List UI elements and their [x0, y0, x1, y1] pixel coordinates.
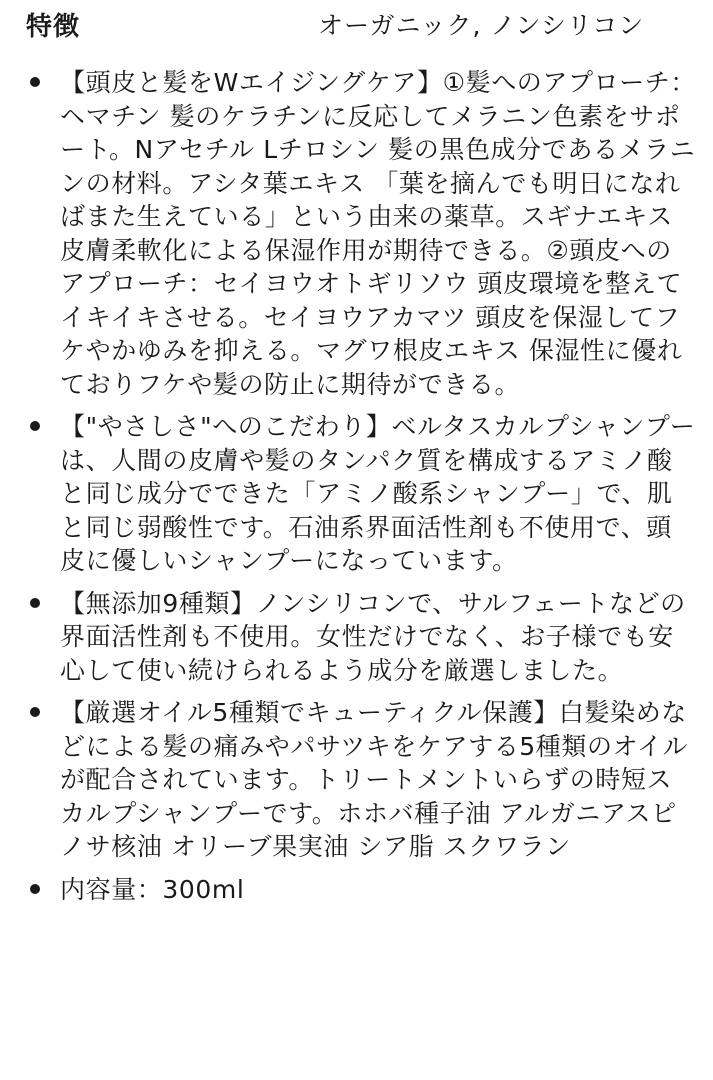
feature-item: [0, 873, 713, 907]
feature-item: [0, 66, 713, 401]
feature-text: 【厳選オイル5種類でキューティクル保護】白髪染めなどによる髪の痛みやパサツキをケアする5種類のオイルが配合されています。トリートメントいらずの時短スカルプシャンプーです。ホホバ種子油 アルガニアスピノサ核油 オリーブ果実油 シア脂 スクワラン: [60, 698, 689, 861]
bullet-icon: [30, 598, 40, 608]
feature-list: [0, 66, 713, 915]
feature-text: 【頭皮と髪をWエイジングケア】①髪へのアプローチ：ヘマチン 髪のケラチンに反応してメラニン色素をサポート。Nアセチル Lチロシン 髪の黒色成分であるメラニンの材料。アシタ葉エキス 「葉を摘んでも明日になればまた生えている」という由来の薬草。スギナエキス 皮膚柔軟化による保湿作用が期待できる。②頭皮へのアプローチ：セイヨウオトギリソウ 頭皮環境を整えてイキイキさせる。セイヨウアカマツ 頭皮を保湿してフケやかゆみを抑える。マグワ根皮エキス 保湿性に優れておりフケや髪の防止に期待ができる。: [60, 68, 697, 399]
feature-text: 【無添加9種類】ノンシリコンで、サルフェートなどの界面活性剤も不使用。女性だけでなく、お子様でも安心して使い続けられるよう成分を厳選しました。: [60, 588, 686, 685]
bullet-icon: [30, 77, 40, 87]
feature-header-value: オーガニック, ノンシリコン: [318, 11, 645, 40]
bullet-icon: [30, 884, 40, 894]
feature-item: [0, 696, 713, 864]
feature-header-label: 特徴: [26, 12, 81, 42]
feature-item: [0, 410, 713, 578]
bullet-icon: [30, 421, 40, 431]
feature-text: 【"やさしさ"へのこだわり】ベルタスカルプシャンプーは、人間の皮膚や髪のタンパク質を構成するアミノ酸と同じ成分でできた「アミノ酸系シャンプー」で、肌と同じ弱酸性です。石油系界面活性剤も不使用で、頭皮に優しいシャンプーになっています。: [60, 412, 696, 575]
feature-text: 内容量：300ml: [60, 874, 245, 904]
feature-item: [0, 587, 713, 688]
feature-header-row: [0, 0, 713, 48]
bullet-icon: [30, 707, 40, 717]
